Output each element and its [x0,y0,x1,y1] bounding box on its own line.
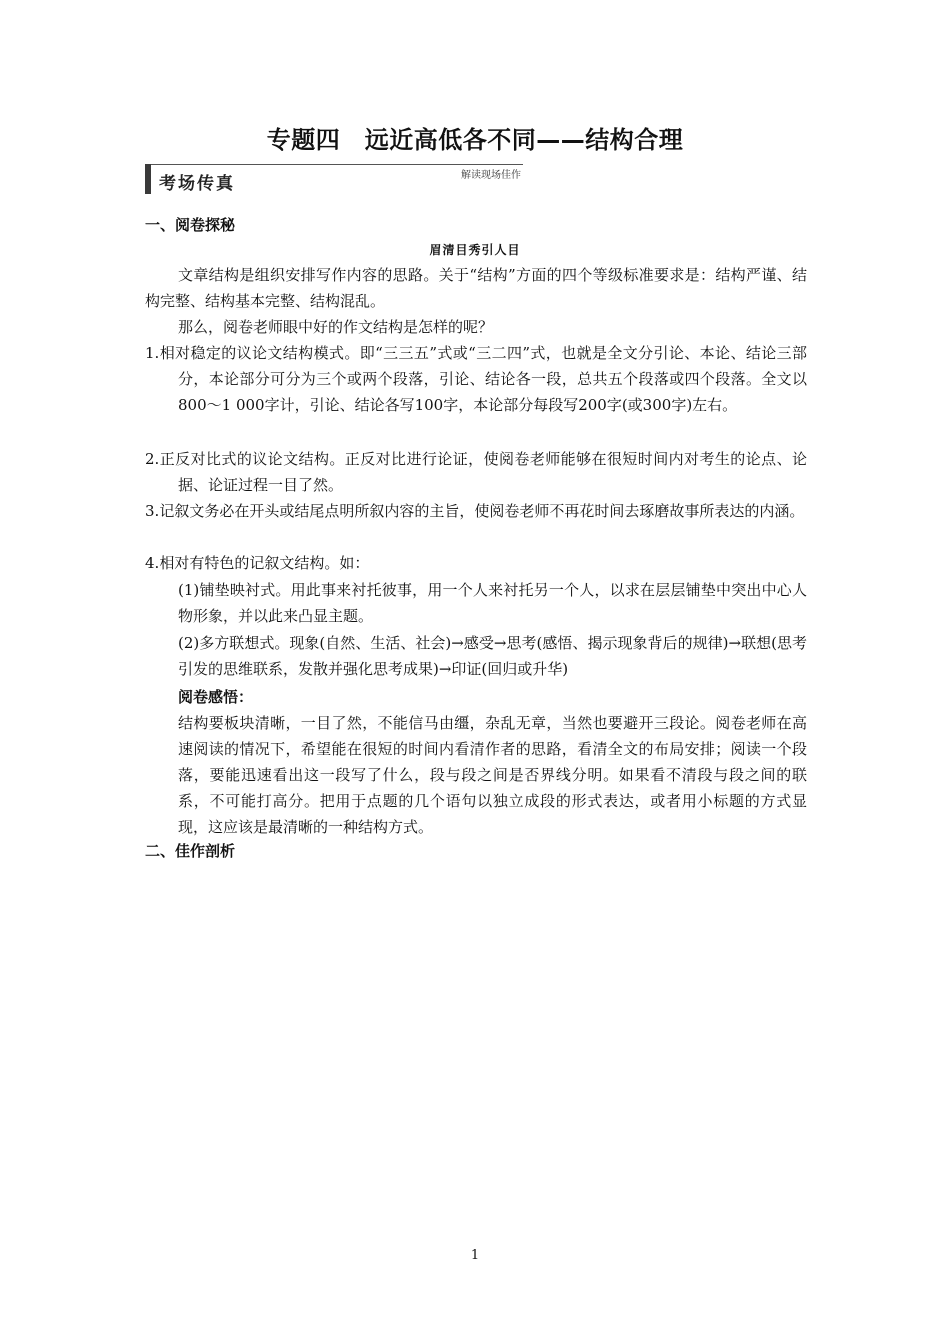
page-title: 专题四 远近高低各不同——结构合理 [266,126,684,154]
section-heading-1: 一、阅卷探秘 [145,216,236,234]
banner-label: 考场传真 [159,174,235,194]
list-item-number: 2. [145,450,160,468]
center-heading: 眉清目秀引人目 [429,243,521,257]
list-item-1 [145,340,807,418]
banner-rule [151,164,523,165]
insight-label: 阅卷感悟： [178,688,254,706]
insight-paragraph: 结构要板块清晰，一目了然，不能信马由缰，杂乱无章，当然也要避开三段论。阅卷老师在高速阅读的情况下，希望能在很短的时间内看清作者的思路，看清全文的布局安排；阅读一个段落，要能迅速看出这一段写了什么，段与段之间是否界线分明。如果看不清段与段之间的联系，不可能打高分。把用于点题的几个语句以独立成段的形式表达，或者用小标题的方式显现，这应该是最清晰的一种结构方式。 [178,714,807,836]
list-item-number: 4. [145,554,160,572]
list-item-2 [145,446,807,498]
list-item-3 [145,498,807,524]
list-item-text: 相对有特色的记叙文结构。如： [159,554,370,572]
section-banner [145,160,523,196]
sub-item-2: (2)多方联想式。现象(自然、生活、社会)→感受→思考(感悟、揭示现象背后的规律)→联想(思考引发的思维联系，发散并强化思考成果)→印证(回归或升华) [178,634,807,678]
banner-bar [145,164,151,194]
intro-paragraph-2: 那么，阅卷老师眼中好的作文结构是怎样的呢？ [178,318,494,336]
list-item-number: 1. [145,344,160,362]
section-heading-2: 二、佳作剖析 [145,842,236,860]
intro-paragraph-1: 文章结构是组织安排写作内容的思路。关于“结构”方面的四个等级标准要求是：结构严谨、结构完整、结构基本完整、结构混乱。 [145,266,807,310]
list-item-text: 记叙文务必在开头或结尾点明所叙内容的主旨，使阅卷老师不再花时间去琢磨故事所表达的内涵。 [159,502,805,520]
list-item-text: 正反对比式的议论文结构。正反对比进行论证，使阅卷老师能够在很短时间内对考生的论点、论据、论证过程一目了然。 [159,450,807,494]
sub-item-1: (1)铺垫映衬式。用此事来衬托彼事，用一个人来衬托另一个人，以求在层层铺垫中突出中心人物形象，并以此来凸显主题。 [178,581,807,625]
page-number: 1 [470,1248,480,1263]
list-item-4 [145,550,807,576]
list-item-text: 相对稳定的议论文结构模式。即“三三五”式或“三二四”式，也就是全文分引论、本论、结论三部分，本论部分可分为三个或两个段落，引论、结论各一段，总共五个段落或四个段落。全文以800～1 000字计，引论、结论各写100字，本论部分每段写200字(或300字)左右。 [159,344,807,414]
banner-subtitle: 解读现场佳作 [461,170,521,181]
list-item-number: 3. [145,502,160,520]
